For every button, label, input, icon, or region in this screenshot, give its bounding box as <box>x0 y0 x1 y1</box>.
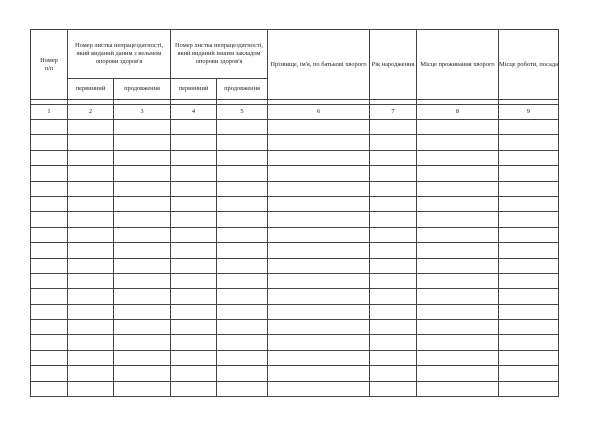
column-number: 6 <box>268 105 370 120</box>
table-cell <box>217 181 268 196</box>
table-cell <box>114 135 171 150</box>
table-cell <box>417 135 499 150</box>
table-cell <box>114 289 171 304</box>
table-row <box>31 150 559 165</box>
table-cell <box>68 335 114 350</box>
table-cell <box>171 212 217 227</box>
table-row <box>31 304 559 319</box>
table-cell <box>171 289 217 304</box>
table-cell <box>68 273 114 288</box>
table-cell <box>114 243 171 258</box>
table-cell <box>217 150 268 165</box>
table-cell <box>114 258 171 273</box>
table-cell <box>31 212 68 227</box>
table-row <box>31 181 559 196</box>
table-cell <box>68 381 114 396</box>
table-row <box>31 120 559 135</box>
table-cell <box>370 381 417 396</box>
column-number: 3 <box>114 105 171 120</box>
table-cell <box>499 320 559 335</box>
subheader-primary-2: первинний <box>171 79 217 100</box>
table-row <box>31 135 559 150</box>
table-cell <box>268 304 370 319</box>
table-cell <box>370 335 417 350</box>
table-row <box>31 166 559 181</box>
table-cell <box>499 289 559 304</box>
table-cell <box>499 181 559 196</box>
table-cell <box>171 120 217 135</box>
table-cell <box>370 320 417 335</box>
table-cell <box>171 273 217 288</box>
table-cell <box>171 304 217 319</box>
column-number: 2 <box>68 105 114 120</box>
table-cell <box>217 289 268 304</box>
table-cell <box>31 166 68 181</box>
table-cell <box>499 212 559 227</box>
table-row <box>31 366 559 381</box>
table-cell <box>268 320 370 335</box>
column-number: 8 <box>417 105 499 120</box>
table-cell <box>114 273 171 288</box>
table-cell <box>114 166 171 181</box>
table-cell <box>499 350 559 365</box>
table-cell <box>417 381 499 396</box>
table-cell <box>370 304 417 319</box>
table-cell <box>114 320 171 335</box>
table-cell <box>171 366 217 381</box>
header-residence: Місце проживання хворого <box>417 30 499 100</box>
table-cell <box>68 320 114 335</box>
table-cell <box>370 243 417 258</box>
table-cell <box>217 196 268 211</box>
table-cell <box>499 243 559 258</box>
table-cell <box>31 381 68 396</box>
table-cell <box>417 350 499 365</box>
table-cell <box>370 350 417 365</box>
table-cell <box>114 350 171 365</box>
table-cell <box>217 320 268 335</box>
table-cell <box>217 381 268 396</box>
table-cell <box>268 120 370 135</box>
table-cell <box>171 320 217 335</box>
table-cell <box>499 227 559 242</box>
table-cell <box>171 258 217 273</box>
table-cell <box>68 366 114 381</box>
table-cell <box>370 135 417 150</box>
table-cell <box>499 135 559 150</box>
sick-leave-register-table <box>30 29 559 397</box>
header-row-number: Номер п/п <box>31 30 68 100</box>
table-cell <box>171 350 217 365</box>
table-cell <box>31 258 68 273</box>
table-cell <box>499 258 559 273</box>
table-cell <box>417 335 499 350</box>
table-cell <box>68 350 114 365</box>
header-workplace: Місце роботи, посада <box>499 30 559 100</box>
table-cell <box>68 196 114 211</box>
column-number: 4 <box>171 105 217 120</box>
column-number: 5 <box>217 105 268 120</box>
table-cell <box>417 289 499 304</box>
table-cell <box>499 304 559 319</box>
table-row <box>31 227 559 242</box>
table-cell <box>68 243 114 258</box>
table-cell <box>31 181 68 196</box>
header-issued-here: Номер листка непрацездатності, який виданий даним з вельмом опорови здоров'я <box>68 30 171 79</box>
table-cell <box>114 196 171 211</box>
table-cell <box>268 243 370 258</box>
table-cell <box>171 166 217 181</box>
table-cell <box>31 243 68 258</box>
table-cell <box>217 135 268 150</box>
table-cell <box>417 258 499 273</box>
table-cell <box>370 227 417 242</box>
table-cell <box>370 258 417 273</box>
table-cell <box>370 366 417 381</box>
table-cell <box>114 381 171 396</box>
table-cell <box>499 366 559 381</box>
subheader-continued-1: продовження <box>114 79 171 100</box>
table-row <box>31 335 559 350</box>
table-cell <box>171 135 217 150</box>
table-cell <box>268 350 370 365</box>
table-cell <box>217 243 268 258</box>
table-cell <box>114 181 171 196</box>
table-cell <box>171 335 217 350</box>
table-cell <box>499 120 559 135</box>
table-cell <box>68 150 114 165</box>
table-cell <box>68 120 114 135</box>
table-cell <box>68 212 114 227</box>
table-cell <box>31 227 68 242</box>
table-cell <box>31 273 68 288</box>
table-cell <box>499 166 559 181</box>
table-cell <box>217 350 268 365</box>
table-cell <box>31 150 68 165</box>
table-cell <box>417 320 499 335</box>
table-cell <box>217 335 268 350</box>
table-cell <box>417 304 499 319</box>
table-cell <box>217 212 268 227</box>
header-full-name: Прізвище, ім'я, по батькові хворого <box>268 30 370 100</box>
table-cell <box>499 381 559 396</box>
table-cell <box>370 196 417 211</box>
table-cell <box>68 289 114 304</box>
table-cell <box>171 381 217 396</box>
table-cell <box>31 120 68 135</box>
table-cell <box>499 273 559 288</box>
table-cell <box>31 320 68 335</box>
table-cell <box>114 335 171 350</box>
table-cell <box>370 212 417 227</box>
table-cell <box>268 212 370 227</box>
table-cell <box>370 273 417 288</box>
table-cell <box>417 166 499 181</box>
table-row <box>31 289 559 304</box>
table-row <box>31 350 559 365</box>
table-cell <box>370 150 417 165</box>
table-cell <box>31 135 68 150</box>
table-cell <box>417 273 499 288</box>
table-cell <box>268 227 370 242</box>
table-cell <box>268 166 370 181</box>
table-cell <box>68 227 114 242</box>
subheader-continued-2: продовження <box>217 79 268 100</box>
table-cell <box>31 289 68 304</box>
table-row <box>31 243 559 258</box>
table-cell <box>370 289 417 304</box>
table-cell <box>417 366 499 381</box>
table-cell <box>370 166 417 181</box>
table-row <box>31 258 559 273</box>
table-row <box>31 320 559 335</box>
table-cell <box>68 181 114 196</box>
table-cell <box>114 150 171 165</box>
table-cell <box>68 258 114 273</box>
table-cell <box>31 304 68 319</box>
table-cell <box>268 258 370 273</box>
column-number: 1 <box>31 105 68 120</box>
table-cell <box>268 273 370 288</box>
table-cell <box>268 366 370 381</box>
table-row <box>31 381 559 396</box>
table-cell <box>31 350 68 365</box>
table-cell <box>217 227 268 242</box>
table-cell <box>114 366 171 381</box>
table-cell <box>370 120 417 135</box>
table-cell <box>417 120 499 135</box>
header-birth-year: Рік народження <box>370 30 417 100</box>
column-number: 7 <box>370 105 417 120</box>
table-cell <box>370 181 417 196</box>
table-cell <box>268 381 370 396</box>
table-cell <box>417 227 499 242</box>
table-cell <box>217 120 268 135</box>
table-cell <box>417 243 499 258</box>
table-cell <box>171 150 217 165</box>
table-cell <box>68 166 114 181</box>
table-cell <box>171 181 217 196</box>
table-cell <box>268 181 370 196</box>
table-row <box>31 212 559 227</box>
table-row <box>31 273 559 288</box>
table-cell <box>417 212 499 227</box>
table-cell <box>217 304 268 319</box>
header-issued-elsewhere: Номер листка непрацездатності, який виданий іншим закладом опорови здоров'я <box>171 30 268 79</box>
table-cell <box>268 135 370 150</box>
table-cell <box>217 366 268 381</box>
table-cell <box>114 227 171 242</box>
table-cell <box>417 181 499 196</box>
table-cell <box>31 366 68 381</box>
table-cell <box>417 196 499 211</box>
table-cell <box>68 304 114 319</box>
table-row <box>31 196 559 211</box>
table-cell <box>268 150 370 165</box>
table-cell <box>114 212 171 227</box>
table-cell <box>171 196 217 211</box>
table-cell <box>171 227 217 242</box>
subheader-primary-1: первинний <box>68 79 114 100</box>
table-cell <box>417 150 499 165</box>
column-number: 9 <box>499 105 559 120</box>
table-cell <box>31 335 68 350</box>
table-cell <box>68 135 114 150</box>
table-cell <box>217 258 268 273</box>
table-cell <box>499 335 559 350</box>
table-cell <box>268 335 370 350</box>
table-cell <box>268 289 370 304</box>
table-cell <box>499 150 559 165</box>
table-cell <box>114 120 171 135</box>
table-cell <box>114 304 171 319</box>
table-cell <box>217 166 268 181</box>
table-cell <box>268 196 370 211</box>
table-cell <box>171 243 217 258</box>
column-number-row <box>31 105 559 120</box>
table-cell <box>499 196 559 211</box>
table-cell <box>31 196 68 211</box>
table-cell <box>217 273 268 288</box>
